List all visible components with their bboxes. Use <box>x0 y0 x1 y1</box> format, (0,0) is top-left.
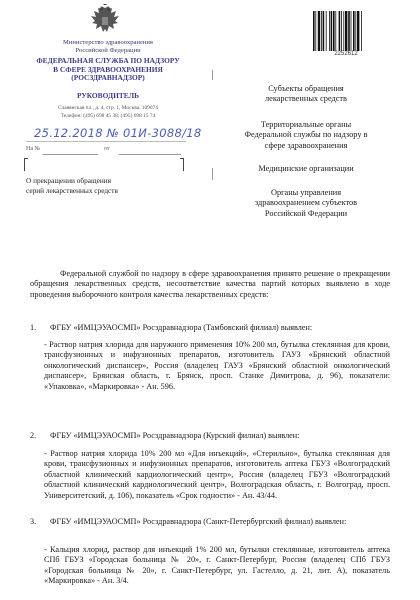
body-intro: Федеральной службой по надзору в сфере здравоохранения принято решение о прекращении обращения лекарственных средств, несоответствие качества партий которых выявлено в ходе проведения выборочного контроля качества лекарственных средств: <box>30 269 390 299</box>
item-number: 2. <box>30 431 37 440</box>
handwritten-registration-number: 25.12.2018 № 01И-3088/18 <box>34 126 202 140</box>
reference-date-label: от <box>104 146 110 152</box>
item-number: 1. <box>30 323 37 332</box>
subject-bracket-left <box>24 158 28 171</box>
item-heading: ФГБУ «ИМЦЭУАОСМП» Росздравнадзора (Тамбовский филиал) выявлен: <box>50 323 313 332</box>
item-detail: - Кальция хлорид, раствор для инъекций 1% 200 мл, бутылки стеклянные, изготовитель аптека СПб ГБУЗ «Городская больница № 20», г. Санкт-Петербург, Россия (владелец СПб ГБУЗ «Городская больница № 20», г. Санкт-Петербург, ул. Гастелло, д. 21, лит. А), показатель «Маркировка» - Ан. 3/4. <box>44 545 390 586</box>
item-detail: - Раствор натрия хлорида для наружного применения 10% 200 мл, бутылка стеклянная для крови, трансфузионных и инфузионных препаратов, изготовитель ГАУЗ «Брянский областной онкологический диспансер», Россия (владелец ГАУЗ «Брянский областной онкологический диспансер», Брянская область, г. Брянск, просп. Станке Димитрова, д. 96), показатели: «Упаковка», «Маркировка» - Ан. 596. <box>44 340 390 391</box>
subject-bracket-right <box>180 158 184 171</box>
barcode-number: 2252612 <box>334 51 358 57</box>
letter-subject: О прекращении обращения серий лекарственных средств <box>26 176 118 195</box>
agency-name: ФЕДЕРАЛЬНАЯ СЛУЖБА ПО НАДЗОРУ В СФЕРЕ ЗДРАВООХРАНЕНИЯ (РОСЗДРАВНАДЗОР) <box>36 56 180 83</box>
ministry-name: Министерство здравоохранения Российской Федерации <box>63 39 153 54</box>
signatory-title: РУКОВОДИТЕЛЬ <box>77 91 139 100</box>
addressee: Субъекты обращения лекарственных средств <box>265 84 347 104</box>
barcode-icon <box>312 11 380 51</box>
item-heading: ФГБУ «ИМЦЭУАОСМП» Росздравнадзора (Санкт-Петербургский филиал) выявлен: <box>50 517 347 526</box>
margin-mark <box>212 70 213 80</box>
reference-number-line <box>43 154 98 155</box>
reference-date-line <box>119 154 181 155</box>
item-heading: ФГБУ «ИМЦЭУАОСМП» Росздравнадзора (Курский филиал) выявлен: <box>50 431 300 440</box>
item-number: 3. <box>30 517 37 526</box>
margin-mark <box>212 168 213 180</box>
coat-of-arms-icon <box>87 4 123 38</box>
agency-address: Славянская пл., д. 4, стр. 1, Москва, 109074 Телефон: (495) 698 45 38; (495) 698 15 74 <box>58 105 158 119</box>
registration-stamp <box>26 124 202 148</box>
addressee: Органы управления здравоохранением субъектов Российской Федерации <box>254 188 358 218</box>
reference-number-label: На № <box>26 146 41 152</box>
addressee: Медицинские организации <box>258 164 354 173</box>
item-detail: - Раствор натрия хлорида 10% 200 мл «Для инъекций», «Стерильно», бутылка стеклянная для крови, трансфузионных и инфузионных препаратов, изготовитель аптека ГБУЗ «Волгоградский областной клинический кардиологический центр», Россия (владелец ГБУЗ «Волгоградский областной клинический кардиологический центр», Волгоградская область, г. Волгоград, просп. Университетский, д. 106), показатель «Срок годности» - Ан. 43/44. <box>44 449 390 500</box>
addressee: Территориальные органы Федеральной службы по надзору в сфере здравоохранения <box>244 120 368 150</box>
